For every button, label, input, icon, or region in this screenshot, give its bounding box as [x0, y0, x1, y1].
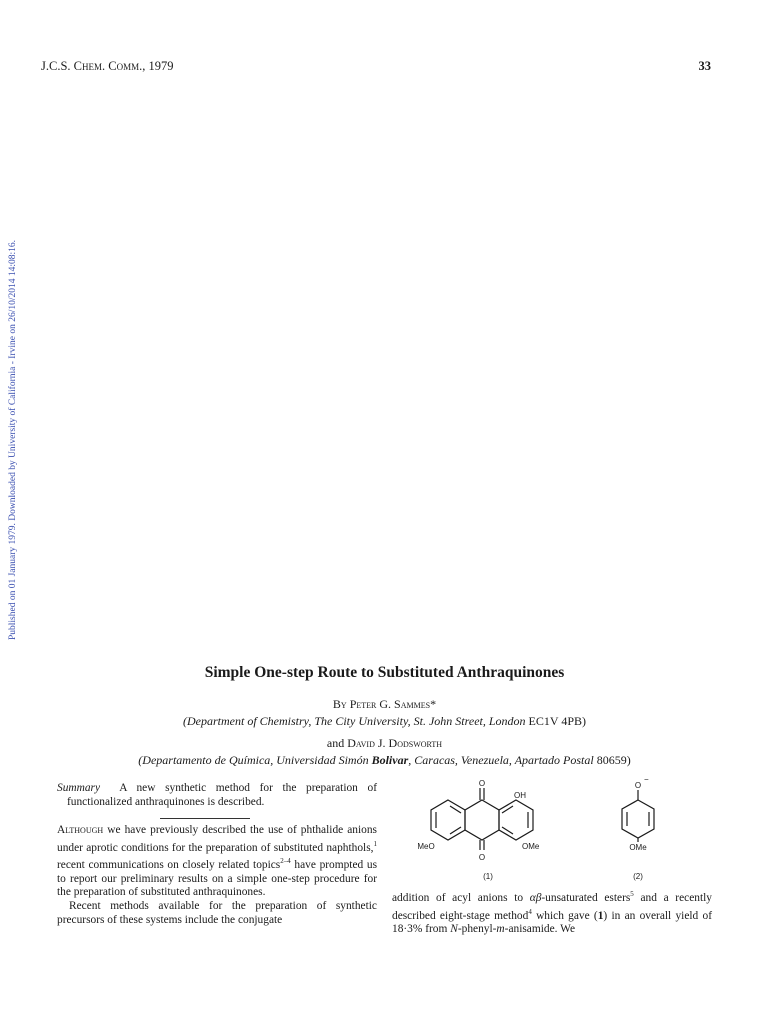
structure-2-oxygen: O — [634, 781, 642, 790]
structure-1-carbonyl-top: O — [478, 779, 486, 788]
paragraph-2: Recent methods available for the preparation of synthetic precursors of these systems include the conjugate — [57, 900, 377, 926]
paragraph-1: Although we have previously described the use of phthalide anions under aprotic conditions for the preparation of substituted naphthols,$^1$ recent communications on closely related topics$^{2-4}$ have prompted us to report our preliminary results on a simple one-step procedure for the preparation of substituted anthraquinones. — [57, 824, 378, 899]
structure-1-middle-ring — [465, 800, 499, 840]
structure-1-label: (1) — [483, 872, 493, 881]
journal-name: Chem. Comm. — [73, 59, 143, 73]
author-line-1: By Peter G. Sammes* — [332, 697, 437, 711]
page-number: 33 — [698, 59, 711, 73]
article-title: Simple One-step Route to Substituted Anthraquinones — [204, 664, 565, 681]
chemical-structures-figure — [392, 778, 712, 888]
author-line-2: and David J. Dodsworth — [326, 736, 443, 750]
body-left-column — [57, 824, 377, 928]
summary-divider — [160, 818, 250, 819]
body-right-column: addition of acyl anions to αβ-unsaturated esters$^5$ and a recently described eight-stage method$^4$ which gave (1) in an overall yield of 18·3% from N-phenyl-m-anisamide. We — [392, 890, 713, 935]
affiliation-2: (Departamento de Química, Universidad Simón Bolivar, Caracas, Venezuela, Apartado Postal 80659) — [138, 753, 631, 767]
structure-1-methoxy-right: OMe — [522, 842, 540, 851]
author-1: Peter G. Sammes — [349, 697, 431, 711]
structure-1-carbonyl-bottom: O — [478, 853, 486, 862]
summary: Summary A new synthetic method for the preparation of functionalized anthraquinones is described. — [57, 782, 377, 808]
structure-2-charge: − — [644, 778, 649, 784]
download-notice-link[interactable]: Published on 01 January 1979. Downloaded by University of California - Irvine on 26/10/2014 14:08:16. — [8, 239, 18, 640]
journal-header: J.C.S. Chem. Comm., 1979 — [41, 59, 174, 73]
affiliation-1: (Department of Chemistry, The City University, St. John Street, London EC1V 4PB) — [183, 714, 586, 728]
structure-2-label: (2) — [633, 872, 643, 881]
structure-1-hydroxyl: OH — [514, 791, 526, 800]
structure-1-methoxy-left: MeO — [417, 842, 435, 851]
structure-2-methoxy: OMe — [629, 843, 647, 852]
